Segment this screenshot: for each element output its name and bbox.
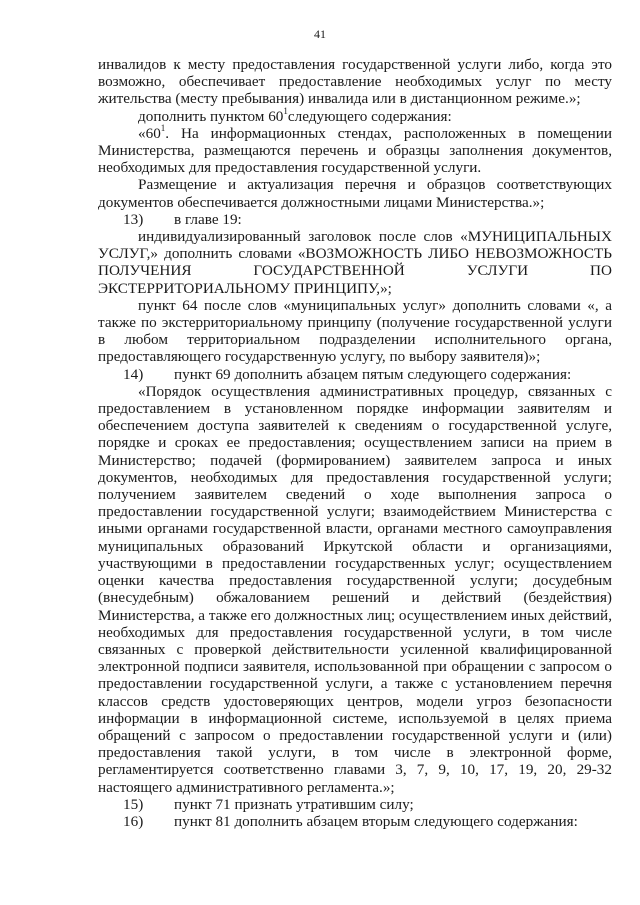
paragraph-2-tail: следующего содержания: [287, 107, 452, 125]
paragraph-3-superscript: 1 [160, 122, 166, 133]
paragraph-2-text: дополнить пунктом 60 [138, 107, 284, 125]
list-item-number: 13) [123, 210, 144, 228]
paragraph-2-superscript: 1 [283, 105, 288, 116]
paragraph-3-tail: . На информационных стендах, расположенных в помещении Министерства, размещаются перечень и образцы заполнения документов, необходимых для предоставления государственной услуги. [98, 124, 612, 177]
list-item-number: 14) [123, 365, 144, 383]
document-body [98, 56, 612, 830]
list-item-text: в главе 19: [174, 210, 242, 228]
paragraph-3 [98, 122, 612, 177]
paragraph-2 [98, 105, 612, 125]
list-item-16 [98, 813, 612, 830]
paragraph-3-text: «60 [138, 124, 161, 142]
page-number: 41 [314, 27, 326, 41]
paragraph-7: «Порядок осуществления административных процедур, связанных с предоставлением в установленном порядке информации заявителям и обеспечением доступа заявителей к сведениям о государственной услуге, порядке и сроках ее предоставления; осуществлением записи на прием в Министерство; подачей (формированием) заявителем запроса и иных документов, необходимых для предоставления государственной услуги; получением заявителем сведений о ходе выполнения запроса о предоставлении государственной услуги; взаимодействием Министерства с иными органами государственной власти, органами местного самоуправления муниципальных образований Иркутской области и организациями, участвующими в предоставлении государственных услуг; осуществлением оценки качества предоставления государственной услуги; досудебным (внесудебным) обжалованием решений и действий (бездействия) Министерства, а также его должностных лиц; осуществлением иных действий, необходимых для предоставления государственной услуги, в том числе связанных с проверкой действительности усиленной квалифицированной электронной подписи заявителя, использованной при обращении с запросом о предоставлении государственной услуги, а также с установлением перечня классов средств удостоверяющих центров, модели угроз безопасности информации в информационной системе, используемой в целях приема обращений с запросом о предоставлении государственной услуги и (или) предоставления такой услуги, в том числе в электронной форме, регламентируется соответственно главами 3, 7, 9, 10, 17, 19, 20, 29-32 настоящего административного регламента.»; [98, 382, 612, 796]
list-item-text: пункт 71 признать утратившим силу; [174, 795, 414, 813]
paragraph-4: Размещение и актуализация перечня и образцов соответствующих документов обеспечивается должностными лицами Министерства.»; [98, 176, 612, 211]
paragraph-5: индивидуализированный заголовок после слов «МУНИЦИПАЛЬНЫХ УСЛУГ,» дополнить словами «ВОЗМОЖНОСТЬ ЛИБО НЕВОЗМОЖНОСТЬ ПОЛУЧЕНИЯ ГОСУДАРСТВЕННОЙ УСЛУГИ ПО ЭКСТЕРРИТОРИАЛЬНОМУ ПРИНЦИПУ,»; [98, 228, 612, 297]
paragraph-6: пункт 64 после слов «муниципальных услуг» дополнить словами «, а также по экстерриториальному принципу (получение государственной услуги в любом территориальном подразделении исполнительного органа, предоставляющего государственную услугу, по выбору заявителя)»; [98, 296, 612, 366]
list-item-number: 15) [123, 795, 144, 813]
list-item-number: 16) [123, 812, 144, 830]
list-item-14 [98, 366, 612, 383]
paragraph-1: инвалидов к месту предоставления государственной услуги либо, когда это возможно, обеспечивает предоставление необходимых услуг по месту жительства (месту пребывания) инвалида или в дистанционном режиме.»; [98, 56, 612, 108]
list-item-15 [98, 796, 612, 813]
list-item-text: пункт 81 дополнить абзацем вторым следующего содержания: [174, 812, 578, 830]
list-item-13 [98, 211, 612, 228]
list-item-text: пункт 69 дополнить абзацем пятым следующего содержания: [174, 365, 572, 383]
